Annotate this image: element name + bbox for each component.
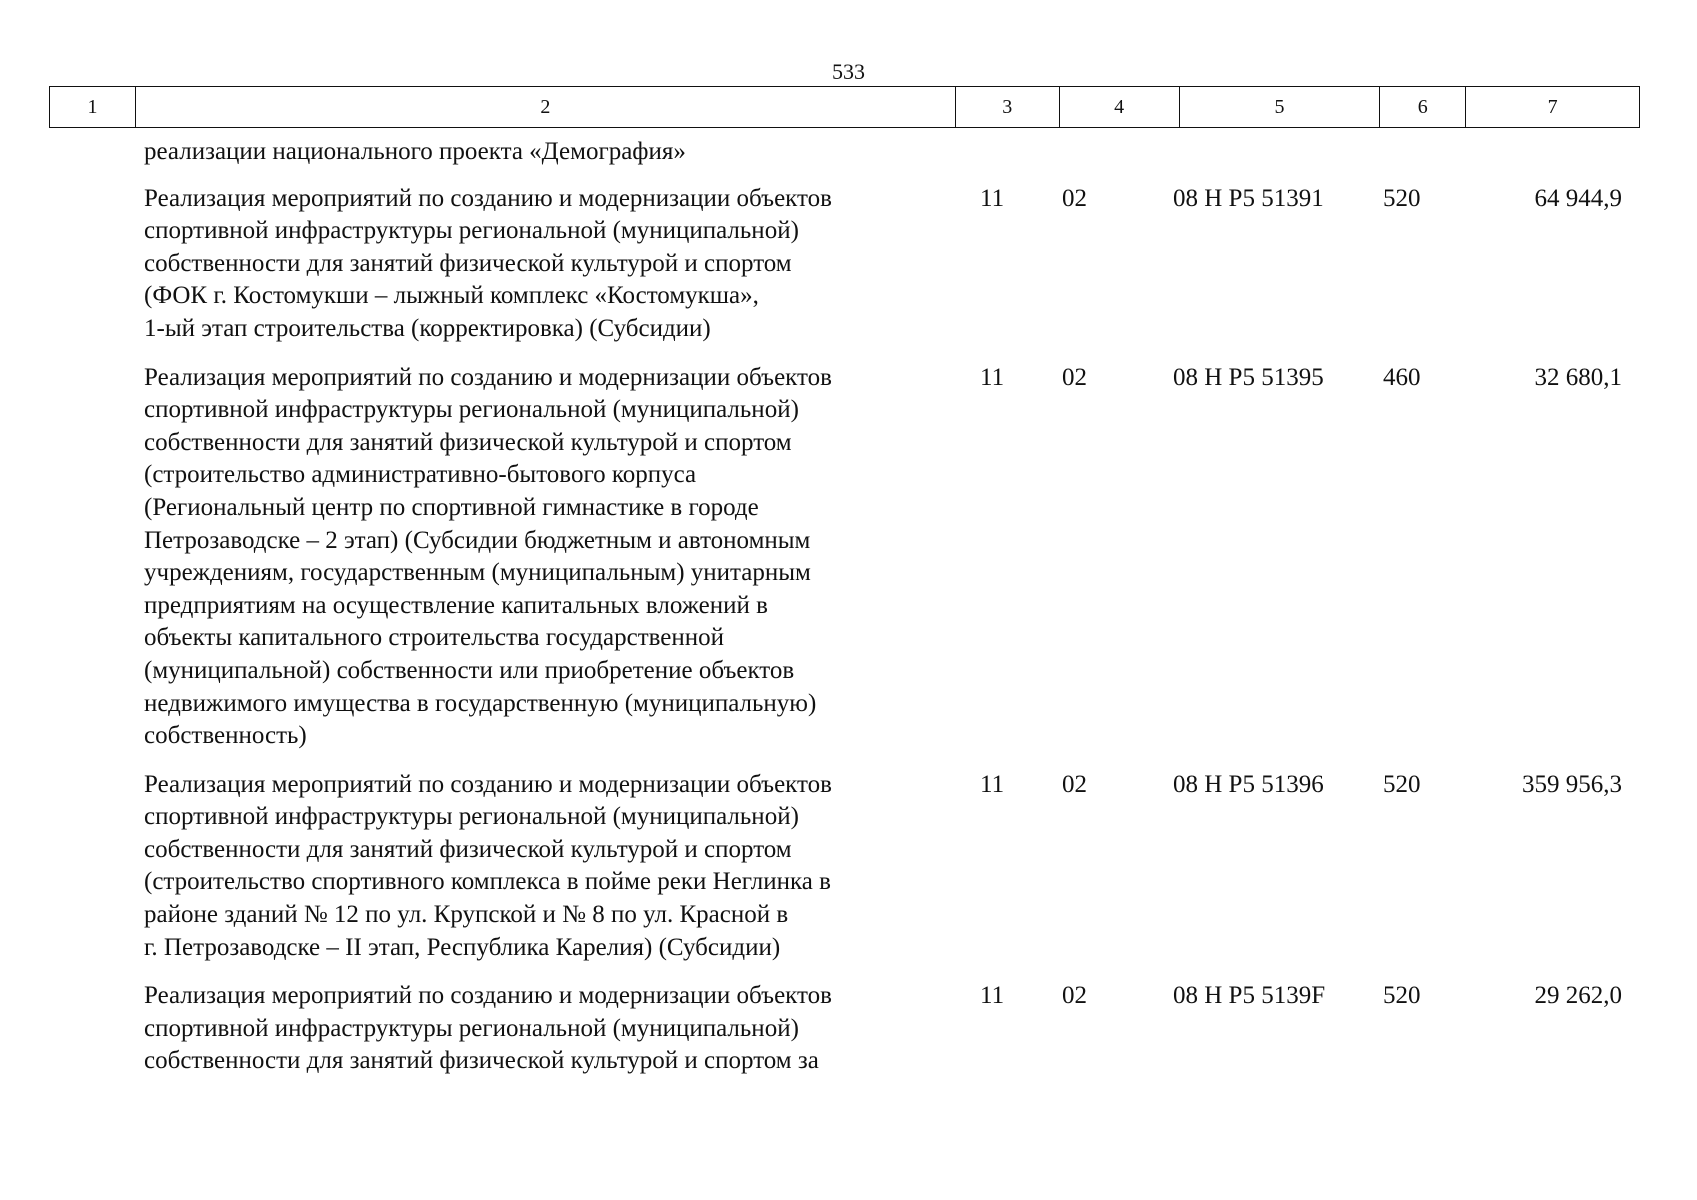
description-line: Реализация мероприятий по созданию и модернизации объектов (144, 982, 832, 1010)
description-line: (Региональный центр по спортивной гимнастике в городе (144, 493, 759, 521)
cell-section: 11 (980, 770, 1005, 798)
description-line: собственности для занятий физической культурой и спортом (144, 835, 792, 863)
cell-expense-type: 460 (1383, 363, 1421, 391)
description-line: спортивной инфраструктуры региональной (муниципальной) (144, 803, 799, 831)
description-line: собственности для занятий физической культурой и спортом за (144, 1047, 819, 1075)
cell-amount: 32 680,1 (1534, 363, 1622, 391)
cell-subsection: 02 (1062, 363, 1087, 391)
cell-amount: 64 944,9 (1534, 184, 1622, 212)
description-line: спортивной инфраструктуры региональной (муниципальной) (144, 217, 799, 245)
cell-col-1 (49, 136, 144, 169)
description-line: Петрозаводске – 2 этап) (Субсидии бюджетным и автономным (144, 526, 811, 554)
cell-subsection: 02 (1062, 184, 1087, 212)
description-line: предприятиям на осуществление капитальных вложений в (144, 591, 768, 619)
description-line: (строительство спортивного комплекса в пойме реки Неглинка в (144, 868, 831, 896)
table-row (49, 980, 1640, 1078)
description-line: спортивной инфраструктуры региональной (муниципальной) (144, 396, 799, 424)
table-row (49, 769, 1640, 965)
description-line: собственность) (144, 722, 307, 750)
cell-expense-type: 520 (1383, 184, 1421, 212)
description-line: объекты капитального строительства государственной (144, 624, 725, 652)
header-col-5: 5 (1180, 87, 1381, 127)
header-col-7: 7 (1547, 95, 1558, 118)
description-line: собственности для занятий физической культурой и спортом (144, 249, 792, 277)
description-line: (муниципальной) собственности или приобретение объектов (144, 656, 795, 684)
cell-col-1 (49, 980, 144, 1078)
table-row-continuation (49, 136, 1640, 169)
description-line: спортивной инфраструктуры региональной (муниципальной) (144, 1014, 799, 1042)
table-row (49, 183, 1640, 346)
cell-subsection: 02 (1062, 982, 1087, 1010)
cell-expense-type: 520 (1383, 770, 1421, 798)
cell-description (144, 362, 980, 753)
description-line: Реализация мероприятий по созданию и модернизации объектов (144, 184, 832, 212)
description-line: (строительство административно-бытового корпуса (144, 461, 697, 489)
cell-expense-type: 520 (1383, 982, 1421, 1010)
description-line: учреждениям, государственным (муниципальным) унитарным (144, 559, 811, 587)
cell-amount: 359 956,3 (1522, 770, 1622, 798)
cell-col-1 (49, 362, 144, 753)
table-header (49, 86, 1640, 128)
cell-target-article: 08 Н Р5 51395 (1173, 363, 1324, 391)
cell-col-1 (49, 769, 144, 965)
cell-description (144, 183, 980, 346)
cell-col-1 (49, 183, 144, 346)
header-col-4: 4 (1060, 87, 1180, 127)
description-line: Реализация мероприятий по созданию и модернизации объектов (144, 770, 832, 798)
description-line: недвижимого имущества в государственную (муниципальную) (144, 689, 817, 717)
cell-target-article: 08 Н Р5 51396 (1173, 770, 1324, 798)
description-line: районе зданий № 12 по ул. Крупской и № 8 по ул. Красной в (144, 901, 789, 929)
cell-subsection: 02 (1062, 770, 1087, 798)
cell-description (144, 136, 980, 169)
description-line: 1-ый этап строительства (корректировка) (Субсидии) (144, 314, 711, 342)
cell-section: 11 (980, 982, 1005, 1010)
header-col-6: 6 (1380, 87, 1466, 127)
table-row (49, 362, 1640, 753)
cell-target-article: 08 Н Р5 51391 (1173, 184, 1324, 212)
header-col-1: 1 (50, 87, 136, 127)
cell-description (144, 980, 980, 1078)
page-number: 533 (832, 59, 865, 84)
cell-section: 11 (980, 363, 1005, 391)
description-line: Реализация мероприятий по созданию и модернизации объектов (144, 363, 832, 391)
table-body (49, 136, 1640, 1078)
description-line: реализации национального проекта «Демография» (144, 138, 686, 165)
cell-amount: 29 262,0 (1534, 982, 1622, 1010)
description-line: (ФОК г. Костомукши – лыжный комплекс «Костомукша», (144, 282, 759, 310)
description-line: собственности для занятий физической культурой и спортом (144, 428, 792, 456)
cell-target-article: 08 Н Р5 5139F (1173, 982, 1326, 1010)
cell-description (144, 769, 980, 965)
header-col-2: 2 (136, 87, 956, 127)
cell-section: 11 (980, 184, 1005, 212)
header-col-3: 3 (956, 87, 1060, 127)
description-line: г. Петрозаводске – II этап, Республика Карелия) (Субсидии) (144, 933, 781, 961)
